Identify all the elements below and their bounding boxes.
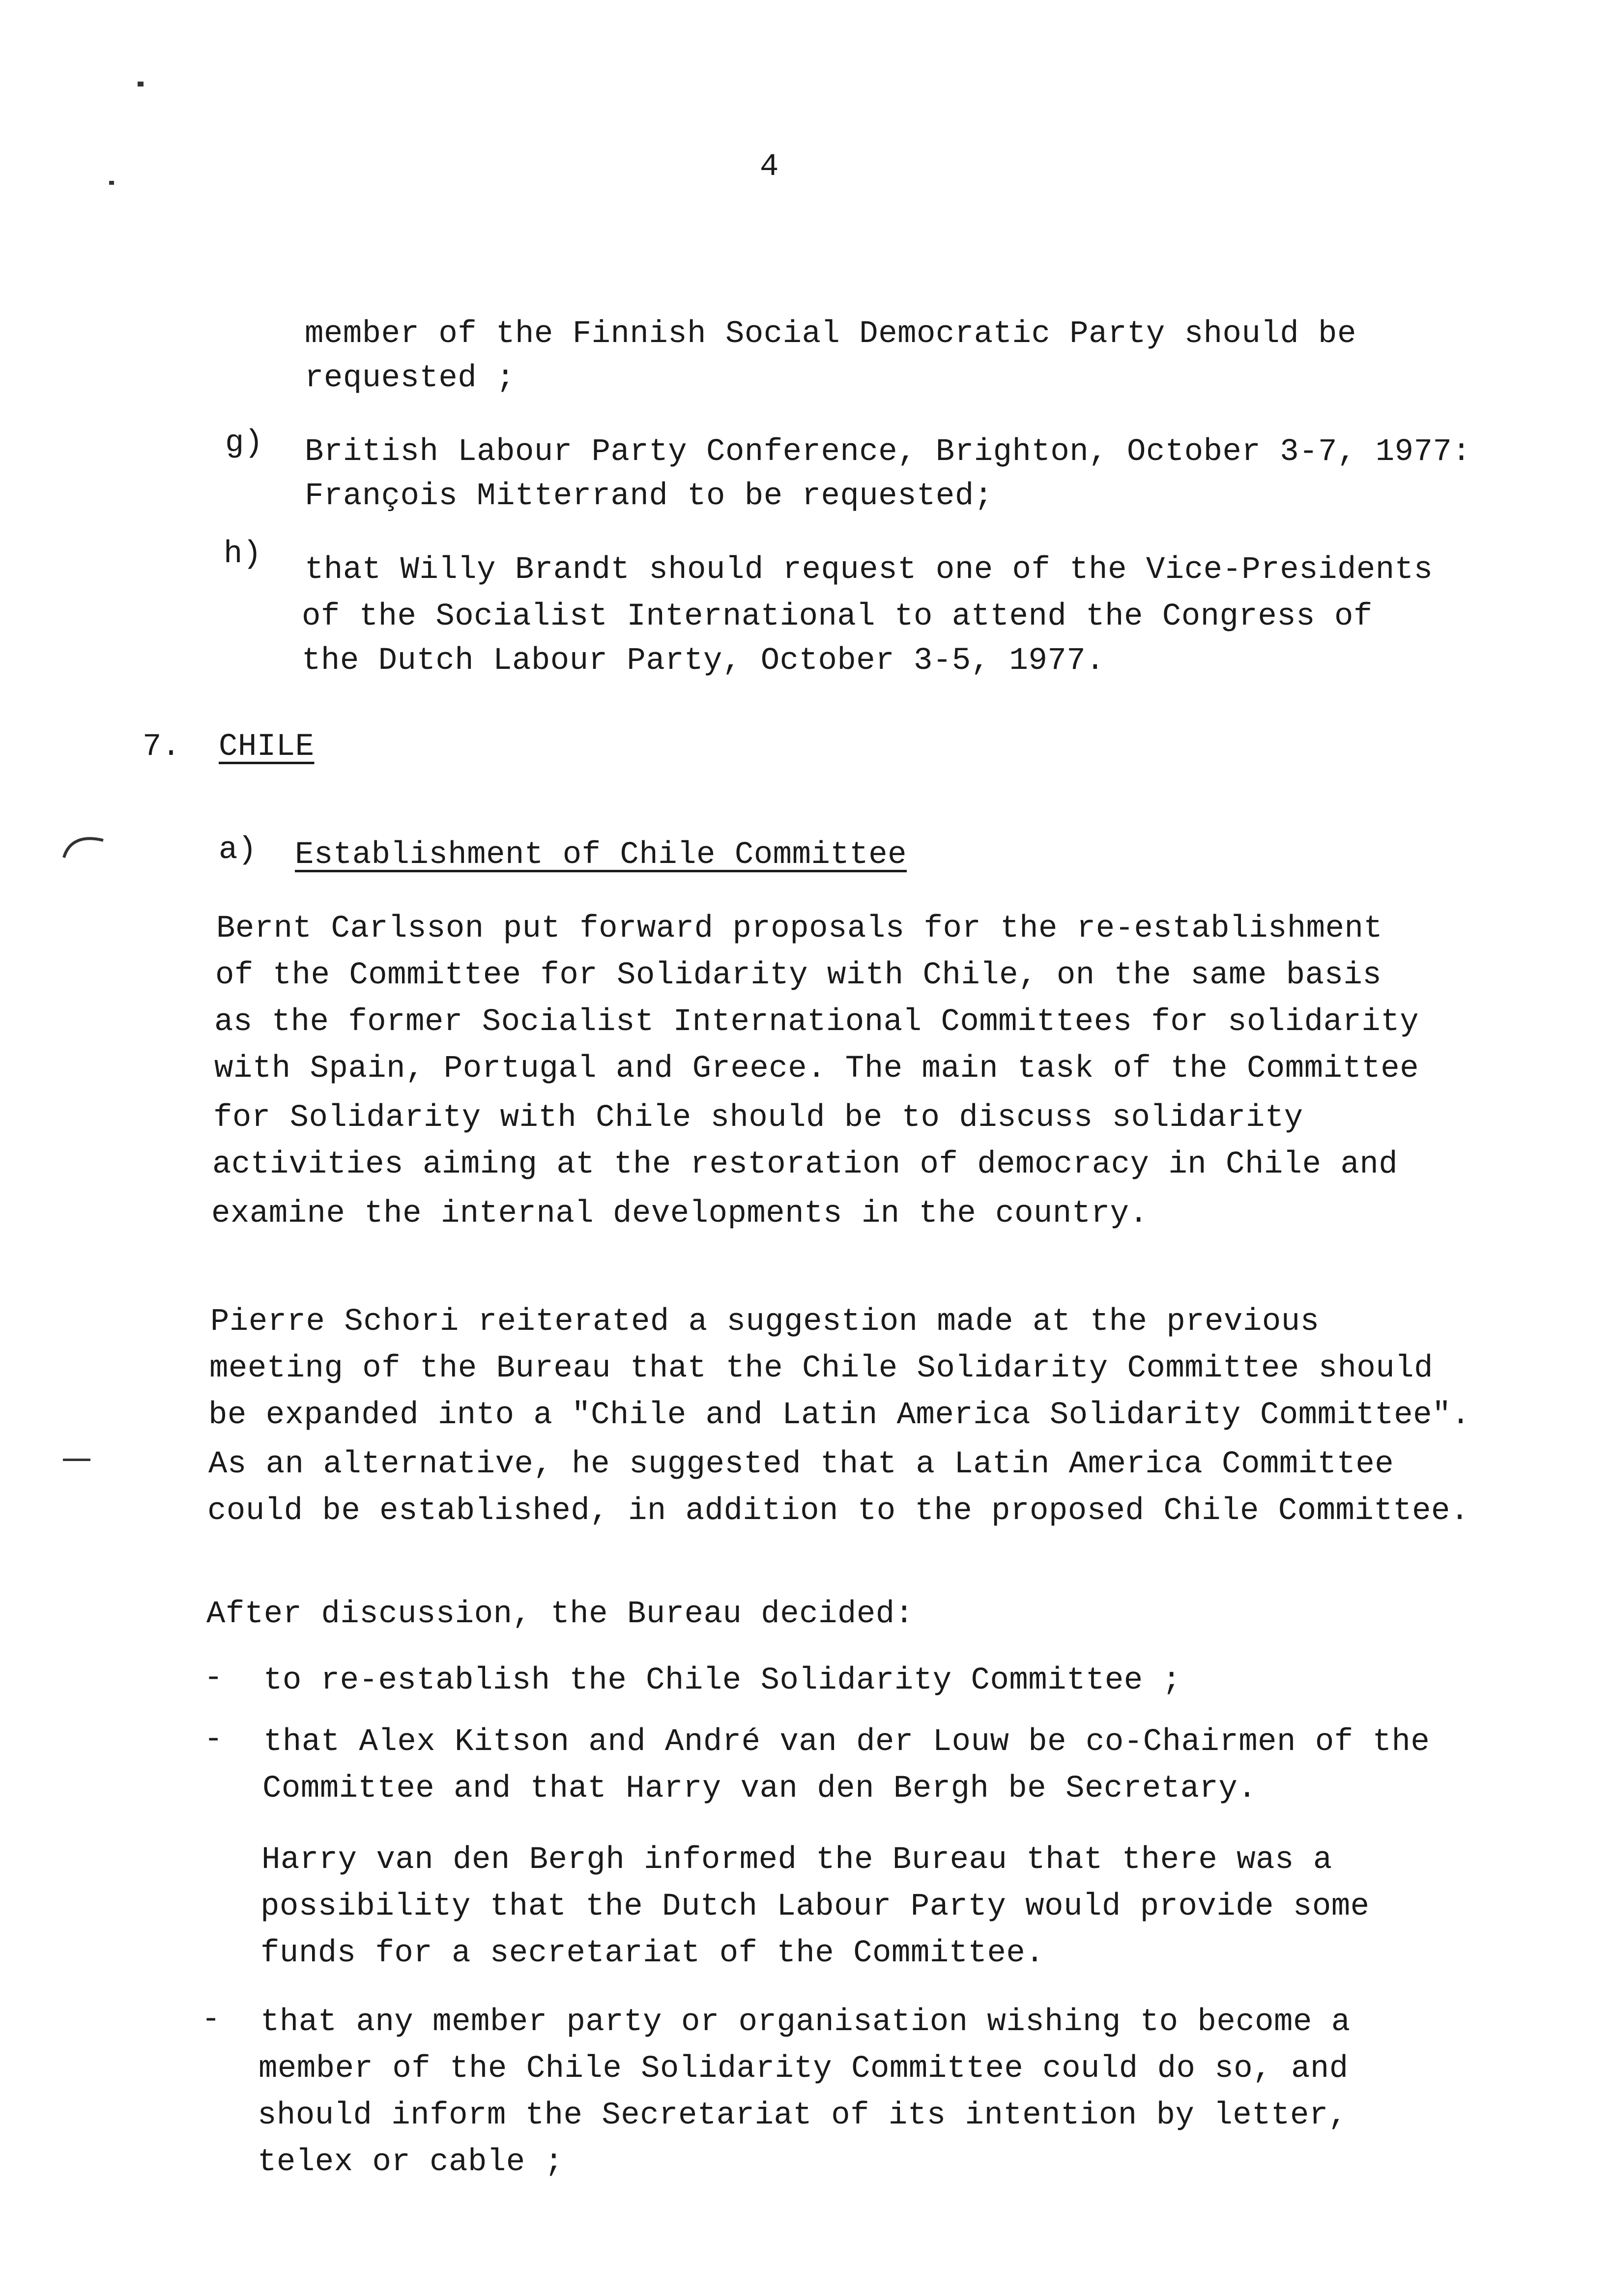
paragraph-line: with Spain, Portugal and Greece. The main task of the Committee <box>214 1051 1419 1087</box>
paragraph-line: activities aiming at the restoration of democracy in Chile and <box>212 1147 1398 1182</box>
paragraph-line: Bernt Carlsson put forward proposals for the re-establishment <box>216 911 1383 947</box>
item-line: of the Socialist International to attend the Congress of <box>302 599 1373 634</box>
paragraph-line: could be established, in addition to the proposed Chile Committee. <box>207 1493 1469 1529</box>
subsection-title: Establishment of Chile Committee <box>295 837 907 873</box>
item-line: François Mitterrand to be requested; <box>305 479 993 514</box>
item-label-h: h) <box>224 537 262 572</box>
item-line: the Dutch Labour Party, October 3-5, 1977. <box>302 643 1105 679</box>
decision-line: that any member party or organisation wishing to become a <box>260 2005 1351 2040</box>
decision-line: that Alex Kitson and André van der Louw be co-Chairmen of the <box>263 1724 1430 1760</box>
decision-line: should inform the Secretariat of its intention by letter, <box>258 2098 1348 2133</box>
item-label-g: g) <box>225 426 263 461</box>
paragraph-line: be expanded into a "Chile and Latin America Solidarity Committee". <box>208 1398 1470 1433</box>
decision-note-line: Harry van den Bergh informed the Bureau that there was a <box>261 1842 1332 1878</box>
subsection-label: a) <box>219 832 257 868</box>
decision-note-line: possibility that the Dutch Labour Party would provide some <box>260 1889 1370 1924</box>
scan-mark <box>63 1459 90 1461</box>
decision-line: member of the Chile Solidarity Committee could do so, and <box>259 2051 1349 2087</box>
paragraph-line: for Solidarity with Chile should be to discuss solidarity <box>213 1100 1303 1136</box>
paragraph-line: meeting of the Bureau that the Chile Solidarity Committee should <box>209 1351 1433 1386</box>
bullet-dash: - <box>202 2002 221 2038</box>
scan-mark <box>109 181 114 185</box>
paragraph-line: examine the internal developments in the country. <box>211 1196 1149 1232</box>
decision-line: Committee and that Harry van den Bergh be Secretary. <box>262 1771 1257 1807</box>
paragraph-line: as the former Socialist International Committees for solidarity <box>214 1004 1419 1040</box>
decision-line: telex or cable ; <box>258 2145 564 2180</box>
item-line: that Willy Brandt should request one of the Vice-Presidents <box>305 552 1433 588</box>
section-number: 7. <box>143 729 181 765</box>
decision-note-line: funds for a secretariat of the Committee. <box>260 1936 1045 1971</box>
paragraph-line: Pierre Schori reiterated a suggestion made at the previous <box>210 1304 1320 1340</box>
decision-intro: After discussion, the Bureau decided: <box>206 1597 914 1632</box>
page-number: 4 <box>760 149 779 185</box>
margin-bracket-mark <box>59 831 108 860</box>
scan-mark <box>138 82 144 86</box>
bullet-dash: - <box>204 1722 223 1757</box>
bullet-dash: - <box>204 1661 223 1696</box>
continuation-line: member of the Finnish Social Democratic Party should be <box>305 316 1356 352</box>
section-title: CHILE <box>219 729 315 765</box>
decision-line: to re-establish the Chile Solidarity Committee ; <box>263 1663 1181 1698</box>
paragraph-line: of the Committee for Solidarity with Chile, on the same basis <box>215 958 1382 993</box>
item-line: British Labour Party Conference, Brighton, October 3-7, 1977: <box>305 434 1471 470</box>
continuation-line: requested ; <box>305 361 515 396</box>
paragraph-line: As an alternative, he suggested that a Latin America Committee <box>208 1447 1394 1482</box>
